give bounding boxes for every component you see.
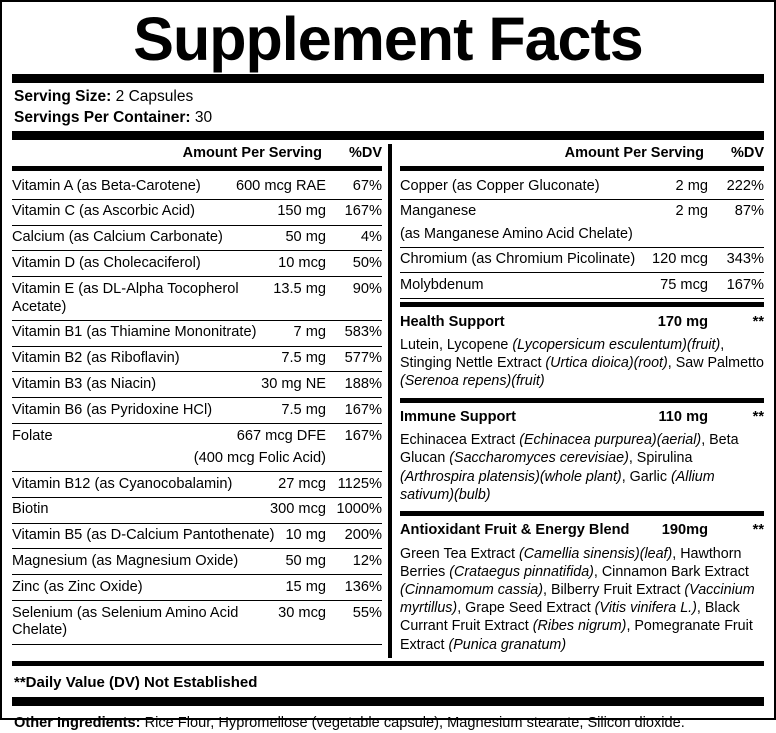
nutrient-subline: (400 mcg Folic Acid) — [193, 449, 326, 466]
right-column-header — [400, 144, 764, 163]
nutrient-amount: 10 mg — [285, 527, 326, 544]
left-header-divider — [12, 166, 382, 171]
nutrient-name: Vitamin E (as DL-Alpha Tocopherol Acetate) — [12, 280, 239, 315]
nutrient-amount: 7.5 mg — [281, 350, 326, 367]
nutrient-dv: 167% — [344, 203, 382, 220]
nutrient-name: Chromium (as Chromium Picolinate) — [400, 251, 636, 268]
blend-ingredients: Green Tea Extract (Camellia sinensis)(leaf), Hawthorn Berries (Crataegus pinnatifida), Cinnamon Bark Extract (Cinnamomum cassia), Bilberry Fruit Extract (Vaccinium myrtillus), Grape Seed Extract (Vitis vinifera L.), Black Currant Fruit Extract (Ribes nigrum), Pomegranate Fruit Extract (Punica granatum) — [400, 545, 755, 653]
nutrient-name: Selenium (as Selenium Amino Acid Chelate) — [12, 604, 239, 639]
nutrient-dv: 200% — [344, 527, 382, 544]
table-row — [12, 321, 382, 347]
table-row — [12, 601, 382, 645]
table-row — [12, 575, 382, 601]
blend-dv: ** — [752, 522, 764, 539]
serving-size-line — [12, 87, 764, 108]
nutrient-amount: 10 mcg — [278, 254, 326, 271]
nutrient-name: Vitamin B3 (as Niacin) — [12, 375, 157, 392]
blend-ingredients: Echinacea Extract (Echinacea purpurea)(aerial), Beta Glucan (Saccharomyces cerevisiae), Spirulina (Arthrospira platensis)(whole plant), Garlic (Allium sativum)(bulb) — [400, 432, 739, 503]
nutrient-amount: 300 mcg — [270, 501, 326, 518]
table-row — [12, 498, 382, 524]
nutrient-amount: 75 mcg — [660, 276, 708, 293]
nutrient-dv: 577% — [344, 350, 382, 367]
blend-divider — [400, 302, 764, 307]
table-row — [12, 200, 382, 226]
right-amount-header: Amount Per Serving — [564, 145, 704, 162]
table-row — [12, 398, 382, 424]
nutrient-amount: 667 mcg DFE — [236, 427, 326, 444]
blend-row — [400, 519, 764, 544]
nutrient-row — [12, 524, 382, 549]
nutrient-amount: 30 mcg — [278, 604, 326, 621]
nutrient-amount: 13.5 mg — [273, 280, 326, 297]
nutrient-name: Vitamin C (as Ascorbic Acid) — [12, 203, 196, 220]
nutrient-row — [12, 321, 382, 346]
nutrient-subline: (as Manganese Amino Acid Chelate) — [400, 225, 633, 242]
right-column — [396, 144, 764, 658]
table-row — [400, 248, 764, 274]
nutrient-amount: 7.5 mg — [281, 401, 326, 418]
left-column-header — [12, 144, 382, 163]
table-row — [12, 277, 382, 321]
nutrient-row — [400, 174, 764, 199]
table-row — [400, 200, 764, 248]
nutrient-name: Calcium (as Calcium Carbonate) — [12, 229, 223, 246]
blend-amount: 190mg — [661, 522, 708, 539]
nutrient-row — [12, 174, 382, 199]
nutrient-name: Vitamin D (as Cholecaciferol) — [12, 254, 201, 271]
table-row — [12, 524, 382, 550]
nutrient-row — [12, 472, 382, 497]
title-divider — [12, 74, 764, 83]
nutrient-amount: 50 mg — [285, 552, 326, 569]
nutrient-dv: 50% — [352, 254, 382, 271]
nutrient-name: Vitamin B5 (as D-Calcium Pantothenate) — [12, 527, 275, 544]
blend-amount: 110 mg — [658, 409, 708, 426]
other-ingredients-value: Rice Flour, Hypromellose (vegetable capsule), Magnesium stearate, Silicon dioxide. — [144, 714, 685, 731]
servings-per-container-line — [12, 108, 764, 129]
blend-dv: ** — [752, 313, 764, 330]
blend-divider — [400, 511, 764, 516]
nutrient-row — [12, 347, 382, 372]
nutrient-row — [400, 200, 764, 225]
nutrient-name: Copper (as Copper Gluconate) — [400, 177, 600, 194]
blend-name: Health Support — [400, 313, 505, 330]
row-divider — [12, 644, 382, 645]
table-row — [12, 347, 382, 373]
table-row — [12, 472, 382, 498]
nutrient-dv: 55% — [352, 604, 382, 621]
nutrient-amount: 600 mcg RAE — [235, 177, 326, 194]
nutrient-dv: 12% — [352, 552, 382, 569]
nutrient-dv: 1000% — [336, 501, 382, 518]
blend-rows — [400, 302, 764, 657]
left-dv-header: %DV — [348, 145, 382, 162]
table-row — [12, 424, 382, 472]
nutrient-amount: 7 mg — [293, 324, 326, 341]
servings-per-container-value: 30 — [194, 109, 213, 127]
nutrient-row — [400, 248, 764, 273]
blend-row — [400, 406, 764, 431]
table-row — [12, 226, 382, 252]
table-row — [12, 549, 382, 575]
page-title: Supplement Facts — [133, 5, 643, 73]
row-divider — [400, 298, 764, 299]
nutrient-dv: 222% — [726, 177, 764, 194]
serving-size-label: Serving Size: — [14, 88, 112, 106]
nutrient-dv: 167% — [344, 401, 382, 418]
footnote: **Daily Value (DV) Not Established — [14, 673, 258, 691]
nutrient-name: Vitamin B6 (as Pyridoxine HCl) — [12, 401, 213, 418]
nutrient-row — [12, 601, 382, 644]
nutrient-row — [12, 226, 382, 251]
blend-dv: ** — [752, 409, 764, 426]
right-dv-header: %DV — [730, 145, 764, 162]
other-divider — [12, 697, 764, 706]
table-row — [12, 174, 382, 200]
nutrient-row — [12, 251, 382, 276]
left-amount-header: Amount Per Serving — [182, 145, 322, 162]
nutrient-amount: 30 mg NE — [261, 375, 326, 392]
blend-divider — [400, 398, 764, 403]
nutrient-dv: 343% — [726, 251, 764, 268]
nutrient-dv: 1125% — [337, 475, 382, 492]
nutrient-amount: 50 mg — [285, 229, 326, 246]
nutrient-row — [12, 424, 382, 449]
nutrient-name: Vitamin A (as Beta-Carotene) — [12, 177, 201, 194]
nutrient-amount: 2 mg — [675, 177, 708, 194]
nutrient-name: Folate — [12, 427, 53, 444]
nutrient-name: Manganese — [400, 203, 477, 220]
nutrient-dv: 583% — [344, 324, 382, 341]
nutrient-name: Vitamin B1 (as Thiamine Mononitrate) — [12, 324, 257, 341]
table-row — [400, 273, 764, 299]
facts-columns — [12, 144, 764, 658]
nutrient-dv: 188% — [344, 375, 382, 392]
nutrient-name: Molybdenum — [400, 276, 484, 293]
nutrient-row — [12, 549, 382, 574]
nutrient-dv: 87% — [734, 203, 764, 220]
serving-divider — [12, 131, 764, 140]
nutrient-name: Vitamin B12 (as Cyanocobalamin) — [12, 475, 233, 492]
nutrient-amount: 27 mcg — [278, 475, 326, 492]
nutrient-row — [400, 273, 764, 298]
right-rows — [400, 174, 764, 299]
left-column — [12, 144, 388, 658]
blend-name: Immune Support — [400, 409, 516, 426]
blend-ingredients: Lutein, Lycopene (Lycopersicum esculentum)(fruit), Stinging Nettle Extract (Urtica dioica)(root), Saw Palmetto (Serenoa repens)(fruit) — [400, 337, 764, 390]
nutrient-row — [12, 398, 382, 423]
nutrient-name: Magnesium (as Magnesium Oxide) — [12, 552, 239, 569]
table-row — [400, 174, 764, 200]
nutrient-amount: 150 mg — [277, 203, 326, 220]
other-ingredients-label: Other Ingredients: — [14, 714, 141, 731]
blend-row — [400, 310, 764, 335]
nutrient-name: Zinc (as Zinc Oxide) — [12, 578, 143, 595]
other-ingredients — [12, 710, 764, 733]
serving-size-value: 2 Capsules — [115, 88, 194, 106]
right-header-divider — [400, 166, 764, 171]
blend-name: Antioxidant Fruit & Energy Blend — [400, 522, 630, 539]
nutrient-amount: 15 mg — [285, 578, 326, 595]
nutrient-dv: 167% — [726, 276, 764, 293]
nutrient-dv: 90% — [352, 280, 382, 297]
nutrient-dv: 136% — [344, 578, 382, 595]
table-row — [12, 372, 382, 398]
nutrient-dv: 4% — [360, 229, 382, 246]
nutrient-dv: 67% — [352, 177, 382, 194]
blend-amount: 170 mg — [657, 313, 708, 330]
nutrient-name: Vitamin B2 (as Riboflavin) — [12, 350, 180, 367]
footnote-divider — [12, 661, 764, 666]
nutrient-row — [12, 498, 382, 523]
nutrient-dv: 167% — [344, 427, 382, 444]
nutrient-amount: 2 mg — [675, 203, 708, 220]
nutrient-row — [12, 575, 382, 600]
left-rows — [12, 174, 382, 645]
nutrient-row — [12, 277, 382, 320]
table-row — [12, 251, 382, 277]
column-separator — [388, 144, 392, 658]
nutrient-amount: 120 mcg — [652, 251, 708, 268]
nutrient-name: Biotin — [12, 501, 49, 518]
servings-per-container-label: Servings Per Container: — [14, 109, 191, 127]
nutrient-row — [12, 372, 382, 397]
nutrient-row — [12, 200, 382, 225]
